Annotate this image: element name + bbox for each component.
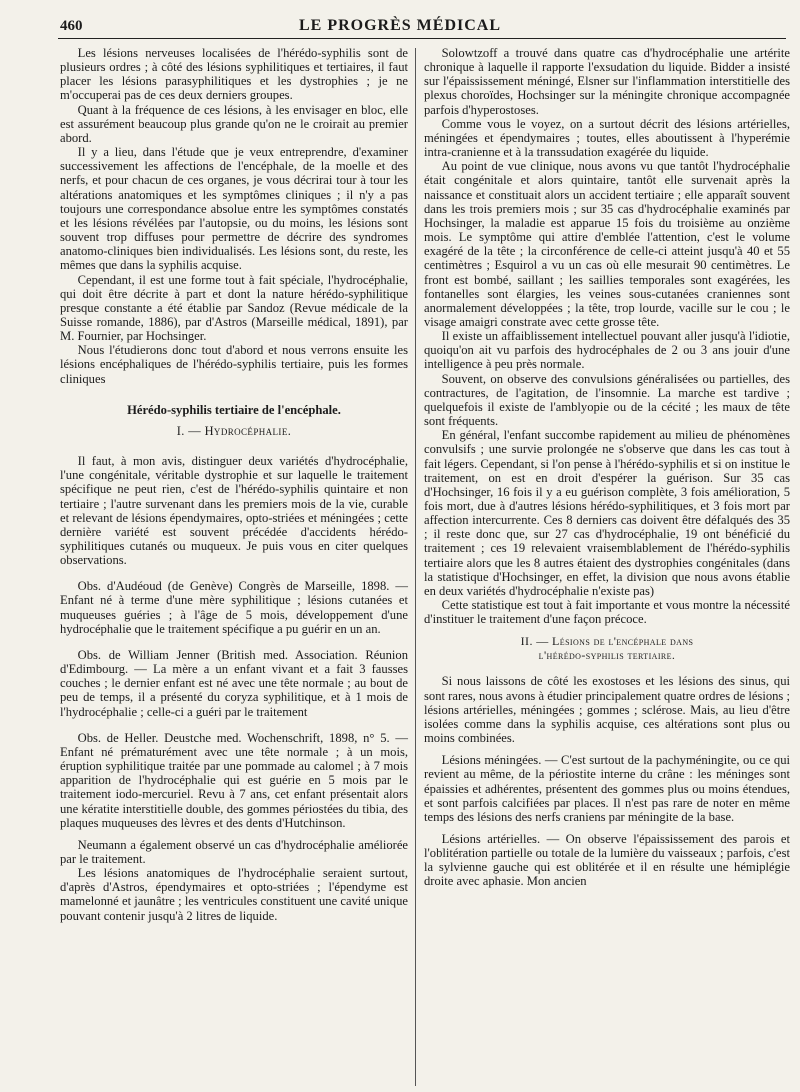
paragraph: En général, l'enfant succombe rapidement au milieu de phénomènes convulsifs ; une survie prolongée ne s'observe que dans les cas tout à fait légers. Cependant, si l'on pense à l'hérédo-syphilis et si on institue le traitement, on est en droit d'espérer la guérison. Sur 35 cas d'Hochsinger, 16 fois il y a eu guérison complète, 3 fois amélioration, 5 fois mort, due à d'autres lésions hérédo-syphilitiques, et 3 fois mort par affection intercurrente. Ces 8 derniers cas doivent être défalqués des 35 ; il reste donc que, sur 27 cas d'hydrocéphalie, 19 ont bénéficié du traitement ; ces 19 relevaient vraisemblablement de l'hérédo-syphilis tertiaire alors que les 8 autres étaient des dystrophies congénitales (dans la statistique d'Hochsinger, en effet, la division que nous avons établie en deux variétés d'hydrocéphalie n'existe pas)	[424, 428, 790, 598]
observation-paragraph: Obs. de Heller. Deustche med. Wochenschrift, 1898, n° 5. — Enfant né prématurément avec une tête normale ; à un mois, éruption syphilitique traitée par une pommade au calomel ; à 7 mois apparition de l'hydrocéphalie qui est guérie en 5 mois par le traitement iodo-mercuriel. Revu à 7 ans, cet enfant présentait alors une kératite interstitielle double, des gommes périostées du tibia, des plaques muqueuses des lèvres et des dents d'Hutchinson.	[60, 730, 408, 830]
paragraph: Nous l'étudierons donc tout d'abord et nous verrons ensuite les lésions encéphaliques de l'hérédo-syphilis tertiaire, puis les formes cliniques	[60, 343, 408, 386]
paragraph: Il y a lieu, dans l'étude que je veux entreprendre, d'examiner successivement les affections de l'encéphale, de la moelle et des nerfs, et pour chacun de ces organes, je vous décrirai tour à tour les altérations anatomiques et les symptômes cliniques ; il n'y a pas toujours une correspondance absolue entre les symptômes constatés et les lésions révélées par l'autopsie, ou du moins, les lésions sont souvent trop diffuses pour permettre de décrire des syndromes anatomo-cliniques bien individualisés. Les lésions sont, du reste, les mêmes que dans la syphilis acquise.	[60, 145, 408, 273]
paragraph: Au point de vue clinique, nous avons vu que tantôt l'hydrocéphalie était congénitale et alors quintaire, tantôt elle survenait après la naissance et constituait alors un accident tertiaire ; elle apparaît souvent dans les trois premiers mois ; sur 35 cas d'hydrocéphalie examinés par Hochsinger, la maladie est apparue 15 fois du troisième au onzième mois. Le symptôme qui attire d'emblée l'attention, c'est le volume exagéré de la tête ; la circonférence de celle-ci atteint jusqu'à 40 et 55 centimètres ; Esquirol a vu un cas où elle mesurait 90 centimètres. Le front est bombé, saillant ; les saillies temporales sont exagérées, les fontanelles sont élargies, les veines sous-cutanées craniennes sont anormalement développées ; la tête, trop lourde, vacille sur le cou ; le visage amaigri constrate avec cette grosse tête.	[424, 159, 790, 329]
paragraph: Les lésions nerveuses localisées de l'hérédo-syphilis sont de plusieurs ordres ; à côté des lésions syphilitiques et tertiaires, il faut placer les lésions parasyphilitiques et les dystrophies ; je ne m'occuperai pas de ces deux derniers groupes.	[60, 46, 408, 103]
observation-paragraph: Obs. d'Audéoud (de Genève) Congrès de Marseille, 1898. — Enfant né à terme d'une mère syphilitique ; lésions cutanées et muqueuses guéries ; à l'âge de 5 mois, développement d'une hydrocéphalie que le traitement spécifique a pu guérir en un an.	[60, 579, 408, 636]
paragraph: Solowtzoff a trouvé dans quatre cas d'hydrocéphalie une artérite chronique à laquelle il rapporte l'exsudation du liquide. Bidder a insisté sur l'épaississement méningé, Elsner sur l'inflammation interstitielle des plexus choroïdes, Hochsinger sur la méningite chronique accompagnée parfois d'hyperostoses.	[424, 46, 790, 117]
subheading	[424, 635, 790, 662]
header-rule	[58, 38, 786, 39]
paragraph: Il faut, à mon avis, distinguer deux variétés d'hydrocéphalie, l'une congénitale, véritable dystrophie et sur laquelle le traitement spécifique ne peut rien, c'est de l'hérédo-syphilis quintaire et non tertiaire ; l'autre survenant dans les premiers mois de la vie, curable et relevant de lésions épendymaires, opto-striées et méningées ; cette dernière variété est souvent précédée d'accidents hérédo-syphilitiques cutanés ou muqueux. Je puis vous en citer quelques observations.	[60, 454, 408, 568]
paragraph: Comme vous le voyez, on a surtout décrit des lésions artérielles, méningées et épendymaires ; toutes, elles aboutissent à l'hyperémie intra-cranienne et à la transsudation exagérée du liquide.	[424, 116, 790, 160]
running-head: LE PROGRÈS MÉDICAL	[298, 17, 502, 34]
paragraph: Lésions méningées. — C'est surtout de la pachyméningite, ou ce qui revient au même, de la périostite interne du crâne : les méninges sont épaissies et adhérentes, présentent des gommes plus ou moins étendues, et sont parfois calcifiées par places. Il n'est pas rare de noter en même temps des lésions des nerfs craniens par méningite de la base.	[424, 753, 790, 824]
paragraph: Quant à la fréquence de ces lésions, à les envisager en bloc, elle est assurément beaucoup plus grande qu'on ne le croirait au premier abord.	[60, 102, 408, 145]
paragraph: Lésions artérielles. — On observe l'épaississement des parois et l'oblitération partielle ou totale de la lumière du vaisseaux ; parfois, c'est la sylvienne gauche qui est oblitérée et il en résulte une hémiplégie droite avec aphasie. Mon ancien	[424, 831, 790, 889]
paragraph: Cependant, il est une forme tout à fait spéciale, l'hydrocéphalie, qui doit être décrite à part et dont la nature hérédo-syphilitique presque constante a été établie par Sandoz (Revue médicale de la Suisse romande, 1886), par d'Astros (Marseille médical, 1891), par M. Fournier, par Hochsinger.	[60, 272, 408, 344]
paragraph: Si nous laissons de côté les exostoses et les lésions des sinus, qui sont rares, nous avons à étudier principalement quatre ordres de lésions ; lésions artérielles, méningées ; gommes ; sclérose. Mais, au lieu d'être isolées comme dans la syphilis acquise, ces altérations sont plus ou moins combinées.	[424, 674, 790, 746]
subheading: I. — Hydrocéphalie.	[176, 423, 292, 438]
column-separator	[415, 48, 416, 1086]
left-column	[60, 46, 408, 923]
subheading-line: II. — Lésions de l'encéphale dans	[520, 634, 694, 649]
page-number: 460	[60, 18, 83, 34]
subheading-line: l'hérédo-syphilis tertiaire.	[538, 647, 676, 662]
right-column	[424, 46, 790, 889]
paragraph: Souvent, on observe des convulsions généralisées ou partielles, des contractures, de l'agitation, de l'insomnie. La marche est tardive ; quelquefois il existe de l'amblyopie ou de la cécité ; les maux de tête sont fréquents.	[424, 371, 790, 429]
section-heading: Hérédo-syphilis tertiaire de l'encéphale.	[127, 402, 341, 417]
observation-paragraph: Obs. de William Jenner (British med. Association. Réunion d'Edimbourg. — La mère a un enfant vivant et a fait 3 fausses couches ; le dernier enfant est né avec une tête normale ; au bout de peu de temps, il a présenté du coryza syphilitique, et à 1 mois de l'hydrocéphalie ; celle-ci a guéri par le traitement	[60, 647, 408, 719]
paragraph: Cette statistique est tout à fait importante et vous montre la nécessité d'instituer le traitement d'une façon précoce.	[424, 598, 790, 627]
paragraph: Neumann a également observé un cas d'hydrocéphalie améliorée par le traitement.	[60, 837, 408, 866]
paragraph: Il existe un affaiblissement intellectuel pouvant aller jusqu'à l'idiotie, quoiqu'on ait vu parfois des hydrocéphales de 2 ou 3 ans jouir d'une intelligence à peu près normale.	[424, 329, 790, 372]
paragraph: Les lésions anatomiques de l'hydrocéphalie seraient surtout, d'après d'Astros, épendymaires et opto-striées ; l'épendyme est mamelonné et jaunâtre ; les ventricules constituent une cavité unique pouvant contenir jusqu'à 2 litres de liquide.	[60, 866, 408, 923]
